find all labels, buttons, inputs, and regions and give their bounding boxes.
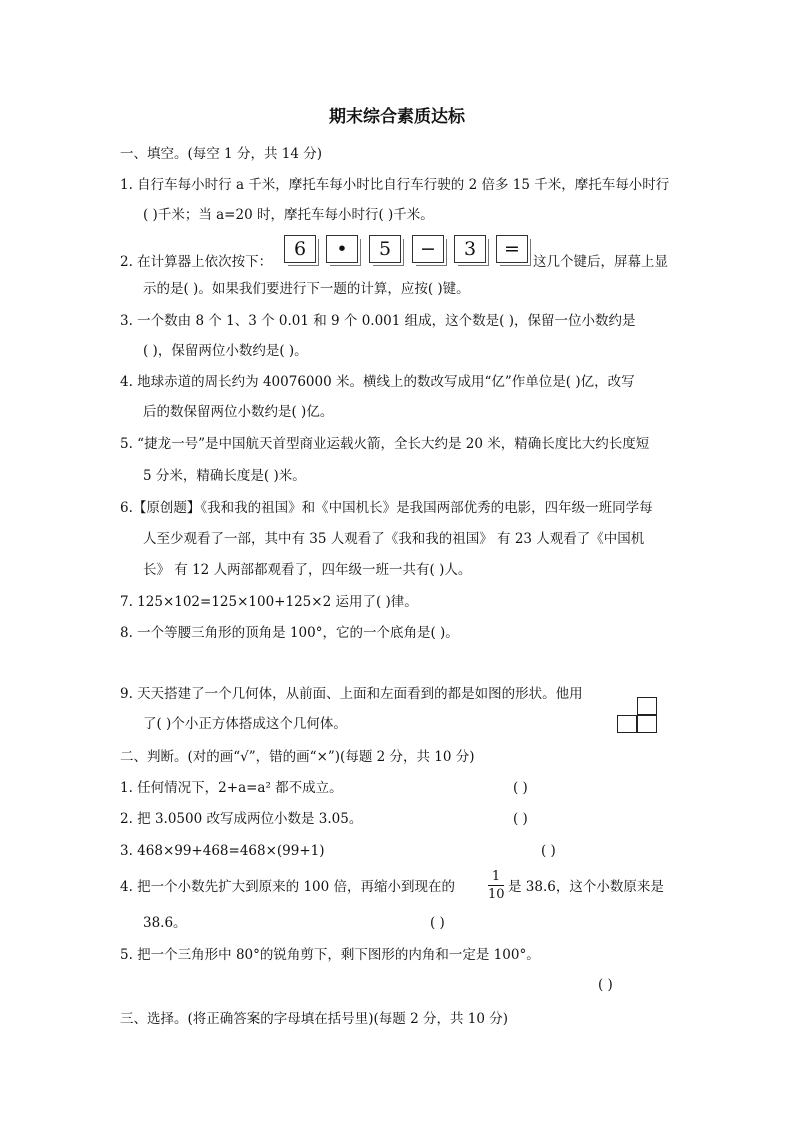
q5-line1: 5. “捷龙一号”是中国航天首型商业运载火箭，全长大约是 20 米，精确长度比大约长度短	[120, 436, 650, 452]
judge-q4-prefix: 4. 把一个小数先扩大到原来的 100 倍，再缩小到现在的	[120, 879, 456, 895]
q9-line2: 了( )个小正方体搭成这个几何体。	[143, 716, 347, 732]
judge-q5-bracket[interactable]: ( )	[598, 977, 613, 993]
judge-q1-bracket[interactable]: ( )	[513, 780, 528, 796]
judge-q4-bracket[interactable]: ( )	[430, 915, 445, 931]
judge-q1-text: 1. 任何情况下，2+a=a² 都不成立。	[120, 780, 343, 796]
cube-view-figure	[617, 697, 659, 737]
q2-prefix: 2. 在计算器上依次按下：	[120, 254, 273, 270]
page-title: 期末综合素质达标	[329, 107, 465, 127]
q7: 7. 125×102=125×100+125×2 运用了( )律。	[120, 594, 418, 610]
judge-q3-bracket[interactable]: ( )	[541, 843, 556, 859]
q2-suffix: 这几个键后，屏幕上显	[533, 254, 668, 270]
judge-q5-text: 5. 把一个三角形中 80°的锐角剪下，剩下图形的内角和一定是 100°。	[120, 947, 540, 963]
q6-line3: 长》 有 12 人两部都观看了，四年级一班一共有( )人。	[143, 562, 472, 578]
q6-line1: 6.【原创题】《我和我的祖国》和《中国机长》是我国两部优秀的电影，四年级一班同学每	[120, 500, 653, 516]
calculator-key-6: 6	[284, 235, 316, 263]
fraction-bar	[488, 885, 504, 886]
judge-q3-text: 3. 468×99+468=468×(99+1)	[120, 843, 325, 859]
cube-bottom-right	[637, 715, 657, 733]
q2-line2: 示的是( )。如果我们要进行下一题的计算，应按( )键。	[143, 281, 470, 297]
judge-q2-text: 2. 把 3.0500 改写成两位小数是 3.05。	[120, 811, 363, 827]
section3-heading: 三、选择。(将正确答案的字母填在括号里)(每题 2 分，共 10 分)	[120, 1011, 508, 1027]
fraction-one-tenth	[488, 870, 504, 901]
section2-heading: 二、判断。(对的画“√”，错的画“×”)(每题 2 分，共 10 分)	[120, 749, 475, 765]
q4-line1: 4. 地球赤道的周长约为 40076000 米。横线上的数改写成用“亿”作单位是( )亿，改写	[120, 374, 635, 390]
q1-line2: ( )千米；当 a=20 时，摩托车每小时行( )千米。	[143, 207, 434, 223]
calculator-key-minus: −	[412, 235, 444, 263]
cube-bottom-left	[617, 715, 637, 733]
q1-line1: 1. 自行车每小时行 a 千米，摩托车每小时比自行车行驶的 2 倍多 15 千米，摩托车每小时行	[120, 177, 670, 193]
judge-q4-line2: 38.6。	[143, 915, 187, 931]
q3-line2: ( )，保留两位小数约是( )。	[143, 343, 308, 359]
q9-line1: 9. 天天搭建了一个几何体，从前面、上面和左面看到的都是如图的形状。他用	[120, 686, 583, 702]
q6-line2: 人至少观看了一部，其中有 35 人观看了《我和我的祖国》 有 23 人观看了《中国机	[143, 531, 645, 547]
judge-q2-bracket[interactable]: ( )	[513, 811, 528, 827]
calculator-key-point: •	[326, 235, 358, 263]
calculator-key-equals: =	[496, 235, 528, 263]
q8: 8. 一个等腰三角形的顶角是 100°，它的一个底角是( )。	[120, 625, 459, 641]
fraction-denominator: 10	[488, 887, 505, 902]
fraction-numerator: 1	[491, 869, 501, 884]
cube-top	[637, 697, 657, 715]
judge-q4-suffix: 是 38.6，这个小数原来是	[508, 879, 664, 895]
q3-line1: 3. 一个数由 8 个 1、3 个 0.01 和 9 个 0.001 组成，这个数是( )，保留一位小数约是	[120, 313, 636, 329]
q5-line2: 5 分米，精确长度是( )米。	[143, 468, 306, 484]
q4-line2: 后的数保留两位小数约是( )亿。	[143, 404, 334, 420]
calculator-key-5: 5	[369, 235, 401, 263]
section1-heading: 一、填空。(每空 1 分，共 14 分)	[120, 146, 322, 162]
calculator-key-3: 3	[454, 235, 486, 263]
